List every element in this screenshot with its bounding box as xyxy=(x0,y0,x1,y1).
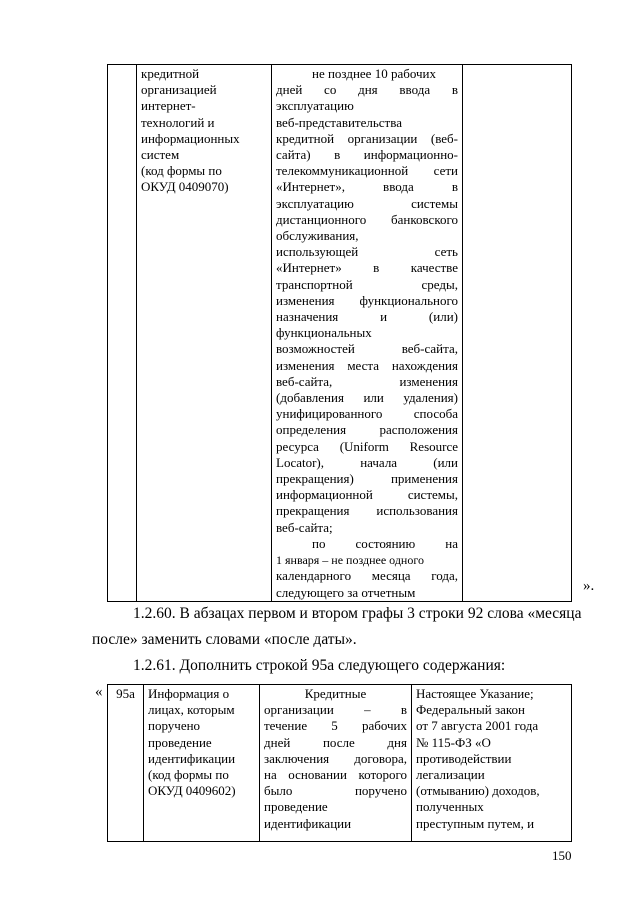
cell-text-line: (добавления или удаления) xyxy=(276,390,458,406)
form-name-cell xyxy=(137,65,272,602)
row-number-cell xyxy=(108,65,137,602)
opening-quote: « xyxy=(95,684,103,700)
cell-text-line: Кредитные xyxy=(304,686,367,701)
cell-text-line: Locator), начала (или xyxy=(276,454,458,470)
cell-text-line: идентификации xyxy=(264,815,352,831)
cell-text-line: организации – в xyxy=(264,702,407,718)
cell-text-line: назначения и (или) xyxy=(276,309,458,325)
cell-text-line: интернет- xyxy=(141,98,196,114)
paragraph-1-2-60-line-1: 1.2.60. В абзацах первом и втором графы 3 строки 92 слова «месяца xyxy=(133,605,582,622)
cell-text-line: информационной системы, xyxy=(276,487,458,503)
cell-text-line: кредитной организации (веб- xyxy=(276,130,458,146)
cell-text-line: на основании которого xyxy=(264,767,407,783)
cell-text-line: веб-сайта, изменения xyxy=(276,373,458,389)
top-table xyxy=(107,64,572,602)
cell-text-line: эксплуатацию системы xyxy=(276,195,458,211)
cell-text-line: кредитной xyxy=(141,66,200,81)
table-row xyxy=(108,65,572,602)
cell-text-line: «Интернет» в качестве xyxy=(276,260,458,276)
closing-quote: ». xyxy=(583,578,595,594)
cell-text-line: идентификации xyxy=(148,750,236,766)
cell-text-line: изменения места нахождения xyxy=(276,357,458,373)
cell-text-line: определения расположения xyxy=(276,422,458,438)
cell-text-line: дней со дня ввода в xyxy=(276,82,458,98)
cell-text-line: № 115-ФЗ «О xyxy=(416,734,491,750)
cell-text-line: противодействии xyxy=(416,750,512,766)
paragraph-1-2-61: 1.2.61. Дополнить строкой 95а следующего содержания: xyxy=(133,657,506,674)
cell-text-line: течение 5 рабочих xyxy=(264,718,407,734)
cell-text-line: эксплуатацию xyxy=(276,98,354,114)
cell-text-line: систем xyxy=(141,147,180,163)
legal-basis-cell xyxy=(463,65,572,602)
cell-text-line: Федеральный закон xyxy=(416,702,525,718)
cell-text-line: полученных xyxy=(416,799,484,815)
form-name-cell xyxy=(144,685,260,842)
cell-text-line: изменения функционального xyxy=(276,292,458,308)
cell-text-line: ресурса (Uniform Resource xyxy=(276,438,458,454)
cell-text-line: легализации xyxy=(416,767,485,783)
cell-text-line: возможностей веб-сайта, xyxy=(276,341,458,357)
cell-text-line: организацией xyxy=(141,82,217,98)
cell-text-line: преступным путем, и xyxy=(416,815,535,831)
paragraph-1-2-60-line-2: после» заменить словами «после даты». xyxy=(92,631,357,648)
row-number: 95а xyxy=(116,686,135,701)
table-row xyxy=(108,685,572,842)
cell-text-line: (код формы по xyxy=(148,767,229,783)
cell-text-line: Настоящее Указание; xyxy=(416,686,534,701)
cell-text-line: заключения договора, xyxy=(264,750,407,766)
cell-text-line: поручено xyxy=(148,718,201,734)
cell-text-line: «Интернет», ввода в xyxy=(276,179,458,195)
cell-text-line: лицах, которым xyxy=(148,702,235,718)
cell-text-line: технологий и xyxy=(141,114,215,130)
cell-text-line: ОКУД 0409602) xyxy=(148,783,236,799)
page-number: 150 xyxy=(552,848,572,863)
cell-text-line: (отмыванию) доходов, xyxy=(416,783,540,799)
cell-text-line: не позднее 10 рабочих xyxy=(312,66,436,81)
cell-text-line: от 7 августа 2001 года xyxy=(416,718,539,734)
deadline-cell xyxy=(260,685,412,842)
cell-text-line: дистанционного банковского xyxy=(276,211,458,227)
deadline-cell xyxy=(272,65,463,602)
cell-text-line: проведение xyxy=(148,734,212,750)
cell-text-line: обслуживания, xyxy=(276,228,359,244)
cell-text-line: было поручено xyxy=(264,783,407,799)
cell-text-line: по состоянию на xyxy=(312,535,458,551)
cell-text-line: прекращения) применения xyxy=(276,471,458,487)
bottom-table xyxy=(107,684,572,842)
cell-text-line: проведение xyxy=(264,799,328,815)
cell-text-line: информационных xyxy=(141,130,240,146)
cell-text-line: сайта) в информационно- xyxy=(276,147,458,163)
cell-text-line: дней после дня xyxy=(264,734,407,750)
row-number-cell xyxy=(108,685,144,842)
cell-text-line: ОКУД 0409070) xyxy=(141,179,229,195)
cell-text-line: 1 января – не позднее одного xyxy=(276,553,424,568)
cell-text-line: (код формы по xyxy=(141,163,222,179)
cell-text-line: унифицированного способа xyxy=(276,406,458,422)
cell-text-line: веб-сайта; xyxy=(276,519,333,535)
cell-text-line: календарного месяца года, xyxy=(276,568,458,584)
cell-text-line: прекращения использования xyxy=(276,503,458,519)
legal-basis-cell xyxy=(412,685,572,842)
cell-text-line: веб-представительства xyxy=(276,114,402,130)
cell-text-line: использующей сеть xyxy=(276,244,458,260)
cell-text-line: Информация о xyxy=(148,686,230,701)
cell-text-line: транспортной среды, xyxy=(276,276,458,292)
cell-text-line: телекоммуникационной сети xyxy=(276,163,458,179)
cell-text-line: следующего за отчетным xyxy=(276,584,416,600)
cell-text-line: функциональных xyxy=(276,325,372,341)
